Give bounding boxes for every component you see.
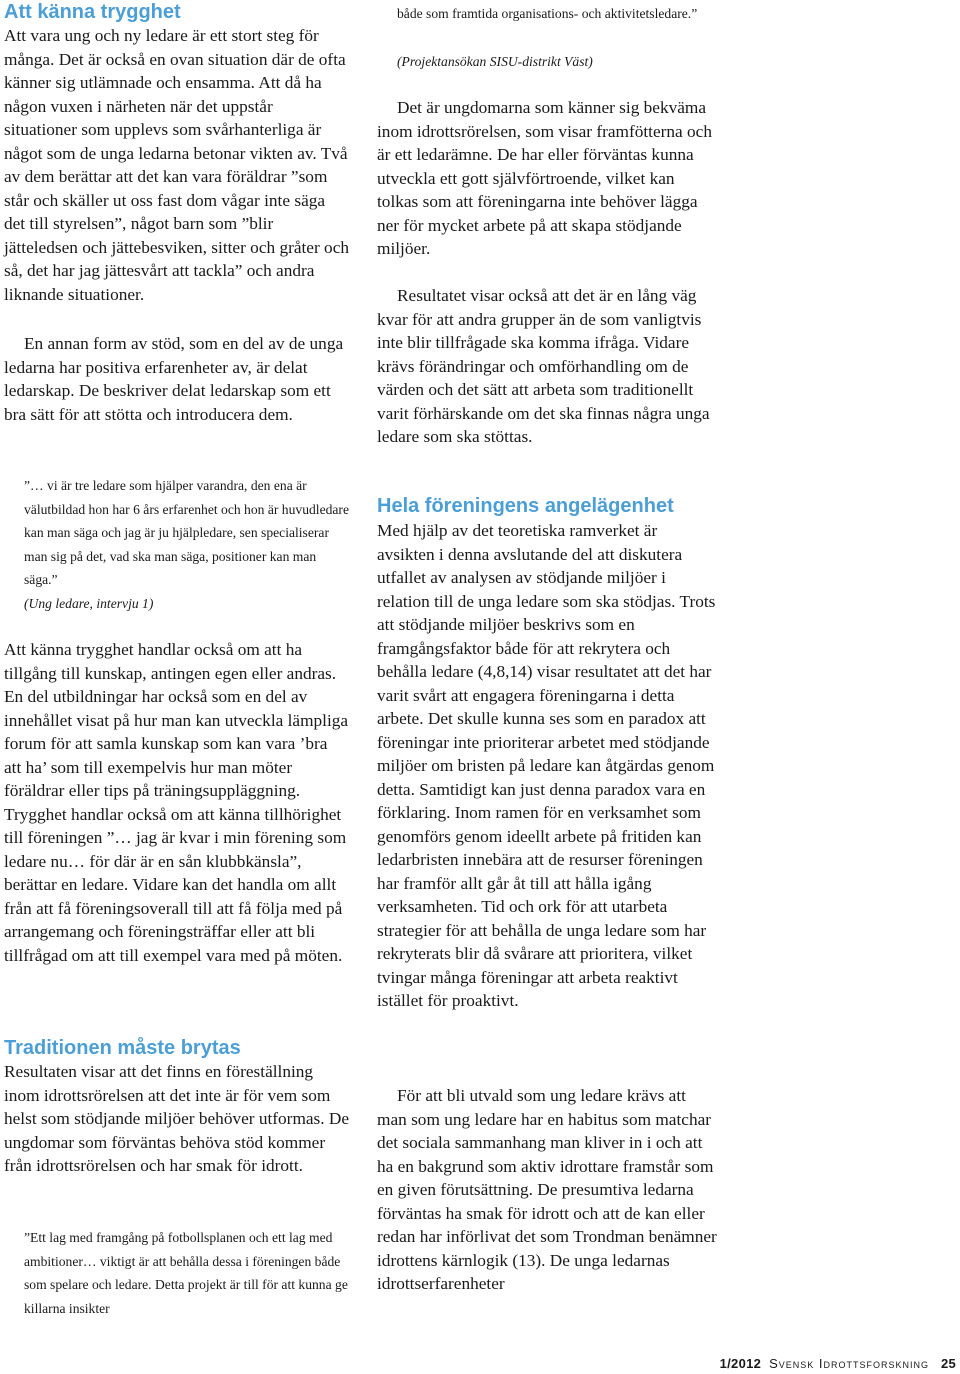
paragraph: Med hjälp av det teoretiska ramverket är avsikten i denna avslutande del att diskutera utfallet av analysen av stödjande miljöer i relation till de unga ledare som ska stödjas. Trots att stödjande miljöer beskrivs som en framgångsfaktor både för att rekrytera och behålla ledare (4,8,14) visar resultatet att det har varit svårt att engagera föreningarna i detta arbete. Det skulle kunna ses som en paradox att föreningar inte prioriterar arbetet med stödjande miljöer om bristen på ledare kan åtgärdas genom detta. Samtidigt kan just denna paradox vara en förklaring. Inom ramen för en verksamhet som genomförs genom ideellt arbete på fritiden kan ledarbristen innebära att de resurser föreningen har framför allt går åt till att hålla igång verksamheten. Tid och ork för att utarbeta strategier för att behålla de unga ledare som har rekryterats blir då svårare att prioritera, vilket tvingar många föreningar att arbeta reaktivt istället för proaktivt. <box>377 521 716 1010</box>
page-footer <box>720 1356 956 1371</box>
block-quote: ”… vi är tre ledare som hjälper varandra, den ena är välutbildad hon har 6 års erfarenhet och hon är huvudledare kan man säga och jag är ju hjälpledare, sen specialiserar man sig på det, vad ska man säga, positioner kan man säga.” <box>24 478 349 588</box>
paragraph: Resultaten visar att det finns en föreställning inom idrottsrörelsen att det inte är för vem som helst som stödjande miljöer behöver utformas. De ungdomar som förväntas behöva stöd kommer från idrottsrörelsen och har smak för idrott. <box>4 1062 350 1175</box>
heading-hela-foreningens-angelagenhet: Hela föreningens angelägenhet <box>377 495 674 517</box>
paragraph: En annan form av stöd, som en del av de unga ledarna har positiva erfarenheter av, är delat ledarskap. De beskriver delat ledarskap som ett bra sätt för att stötta och introducera dem. <box>4 334 344 424</box>
paragraph: Resultatet visar också att det är en lång väg kvar för att andra grupper än de som vanligtvis inte blir tillfrågade ska komma ifråga. Vidare krävs förändringar och omförhandling om de värden och det sätt att arbeta som traditionellt varit förhärskande om det ska finnas några unga ledare som ska stöttas. <box>377 286 710 446</box>
quote-source: (Ung ledare, intervju 1) <box>24 596 154 611</box>
heading-att-kanna-trygghet: Att känna trygghet <box>4 1 181 23</box>
block-quote-continued: både som framtida organisations- och aktivitetsledare.” <box>397 6 698 21</box>
block-quote: ”Ett lag med framgång på fotbollsplanen och ett lag med ambitioner… viktigt är att behålla dessa i föreningen både som spelare och ledare. Detta projekt är till för att kunna ge killarna insikter <box>24 1230 348 1316</box>
issue-number: 1/2012 <box>719 1356 762 1371</box>
paragraph: Det är ungdomarna som känner sig bekväma inom idrottsrörelsen, som visar framfötterna och är ett ledarämne. De har eller förväntas kunna utveckla ett gott självförtroende, vilket kan tolkas som att föreningarna inte behöver lägga ner för mycket arbete på att skapa stödjande miljöer. <box>377 98 712 258</box>
paragraph: Att känna trygghet handlar också om att ha tillgång till kunskap, antingen egen eller andras. En del utbildningar har också som en del av innehållet visat på hur man kan utveckla lämpliga forum för att samla kunskap som kan vara ’bra att ha’ som till exempelvis hur man möter föräldrar eller tips på träningsuppläggning. Trygghet handlar också om att känna tillhörighet till föreningen ”… jag är kvar i min förening som ledare nu… för där är en sån klubbkänsla”, berättar en ledare. Vidare kan det handla om allt från att få föreningsoverall till att få följa med på arrangemang och föreningsträffar eller att bli tillfrågad om att till exempel vara med på möten. <box>4 640 349 965</box>
heading-traditionen-maste-brytas: Traditionen måste brytas <box>4 1037 241 1059</box>
paragraph: För att bli utvald som ung ledare krävs att man som ung ledare har en habitus som matchar det sociala sammanhang man kliver in i och att ha en bakgrund som aktiv idrottare framstår som en given förutsättning. De presumtiva ledarna förväntas ha smak för idrott och att de kan eller redan har införlivat det som Trondman benämner idrottens kärnlogik (13). De unga ledarnas idrottserfarenheter <box>377 1086 717 1293</box>
paragraph: Att vara ung och ny ledare är ett stort steg för många. Det är också en ovan situation där de ofta känner sig utlämnade och ensamma. Att då ha någon vuxen i närheten när det uppstår situationer som upplevs som svårhanterliga är något som de unga ledarna betonar vikten av. Två av dem berättar att det kan vara föräldrar ”som står och skäller ut oss fast dom vågar inte säga det till styrelsen”, något barn som ”blir jätteledsen och jättebesviken, sitter och gråter och så, det har jag jättesvårt att tackla” och andra liknande situationer. <box>4 26 350 304</box>
journal-name: Svensk Idrottsforskning <box>769 1356 930 1371</box>
page-number: 25 <box>940 1356 956 1371</box>
quote-source: (Projektansökan SISU-distrikt Väst) <box>397 54 593 69</box>
